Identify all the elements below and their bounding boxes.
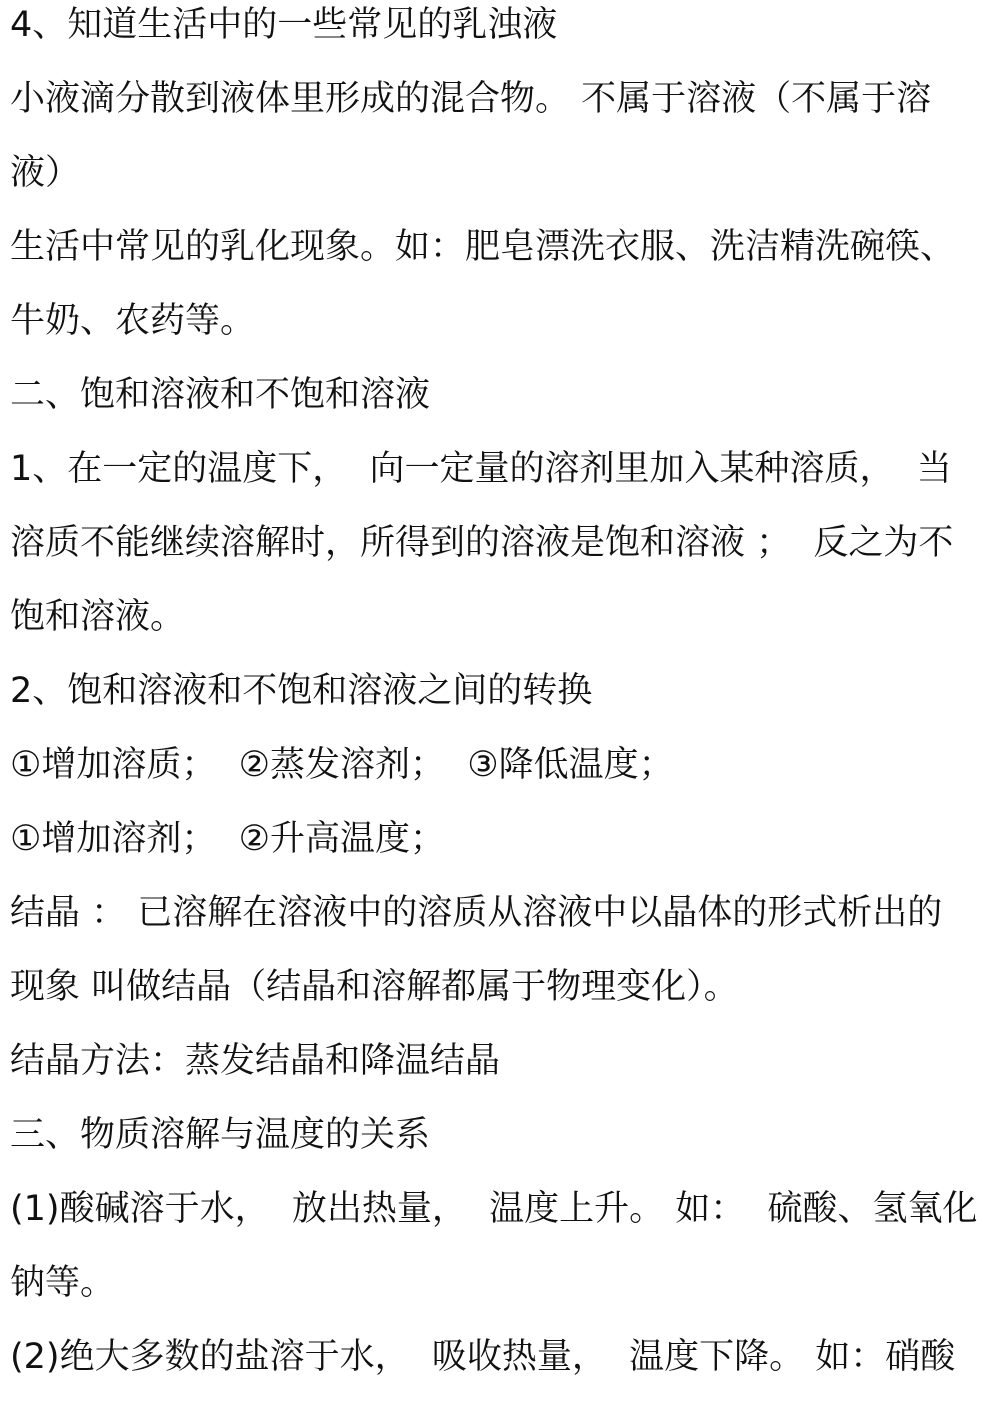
text-line: 三、物质溶解与温度的关系: [10, 1115, 431, 1155]
text-line: ①增加溶剂； ②升高温度；: [10, 819, 446, 859]
text-line: 结晶 ： 已溶解在溶液中的溶质从溶液中以晶体的形式析出的: [10, 893, 943, 933]
text-line: 生活中常见的乳化现象。如：肥皂漂洗衣服、洗洁精洗碗筷、: [10, 227, 956, 267]
text-line: 小液滴分散到液体里形成的混合物。 不属于溶液（不属于溶: [10, 79, 932, 119]
text-line: (1)酸碱溶于水， 放出热量， 温度上升。 如： 硫酸、氢氧化: [10, 1189, 978, 1229]
text-line: 钠等。: [10, 1263, 116, 1303]
text-line: ①增加溶质； ②蒸发溶剂； ③降低温度；: [10, 745, 674, 785]
text-line: 溶质不能继续溶解时，所得到的溶液是饱和溶液 ； 反之为不: [10, 523, 954, 563]
text-line: 2、饱和溶液和不饱和溶液之间的转换: [10, 671, 593, 711]
text-line: 4、知道生活中的一些常见的乳浊液: [10, 5, 558, 45]
text-line: 二、饱和溶液和不饱和溶液: [10, 375, 431, 415]
text-line: 现象 叫做结晶（结晶和溶解都属于物理变化）。: [10, 967, 739, 1007]
text-line: 饱和溶液。: [10, 597, 186, 637]
text-line: (2)绝大多数的盐溶于水， 吸收热量， 温度下降。 如：硝酸: [10, 1337, 956, 1377]
text-line: 1、在一定的温度下， 向一定量的溶剂里加入某种溶质， 当: [10, 449, 952, 489]
text-line: 牛奶、农药等。: [10, 301, 256, 341]
text-line: 结晶方法：蒸发结晶和降温结晶: [10, 1041, 501, 1081]
text-line: 液）: [10, 153, 81, 193]
